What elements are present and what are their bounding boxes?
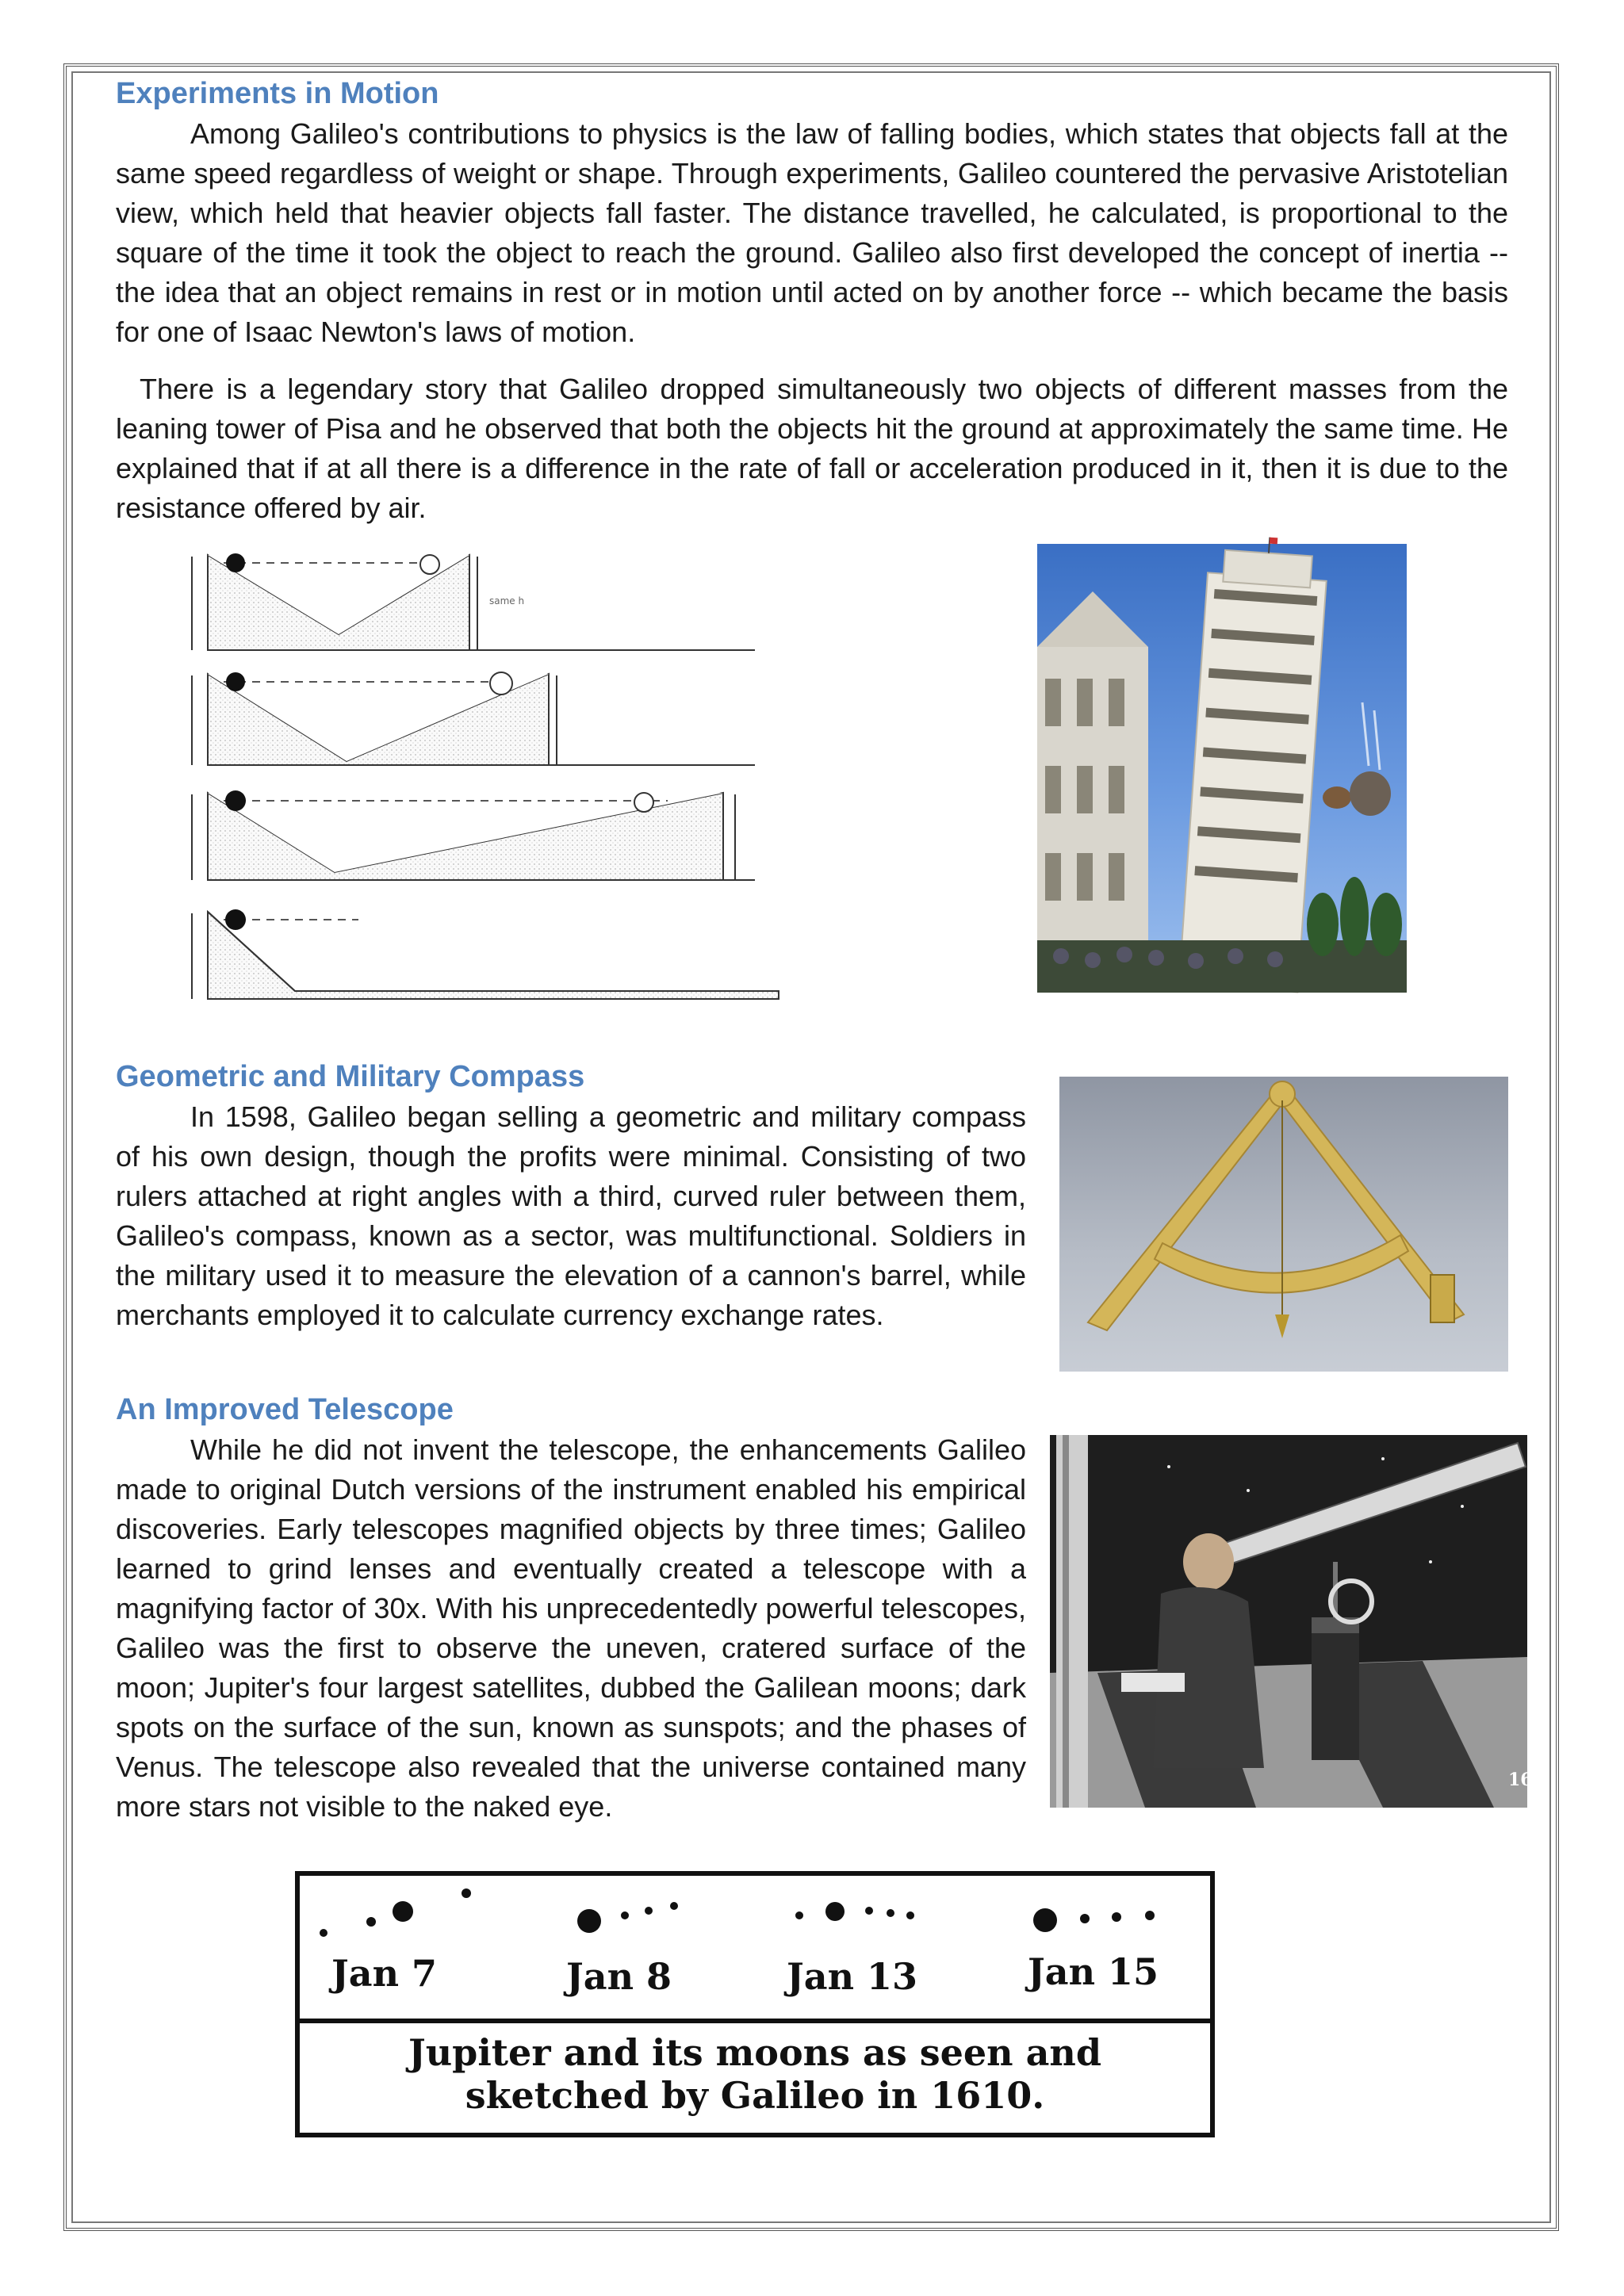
jupiter-caption-line-2: sketched by Galileo in 1610. [465, 2074, 1045, 2117]
motion-paragraph-1: Among Galileo's contributions to physics is the law of falling bodies, which states that objects fall at the same speed regardless of weight or shape. Through experiments, Galileo countered the pervasive Aristotelian view, which held that heavier objects fall faster. The distance travelled, he calculated, is proportional to the square of the time it took the object to reach the ground. Galileo also first developed the concept of inertia -- the idea that an object remains in rest or in motion until acted on by another force -- which became the basis for one of Isaac Newton's laws of motion. [116, 117, 1508, 348]
section-title-compass: Geometric and Military Compass [116, 1060, 585, 1093]
jupiter-dates-panel [300, 1876, 1210, 2023]
jupiter-date-4: Jan 15 [1028, 1950, 1159, 1993]
jupiter-moons-sketch [295, 1871, 1215, 2137]
military-compass-photo [1059, 1077, 1508, 1372]
jupiter-date-1: Jan 7 [331, 1952, 438, 1995]
compass-paragraph: In 1598, Galileo began selling a geometric and military compass of his own design, though the profits were minimal. Consisting of two rulers attached at right angles with a third, curved ruler between them, Galileo's compass, known as a sector, was multifunctional. Soldiers in the military used it to measure the elevation of a cannon's barrel, while merchants employed it to calculate currency exchange rates. [116, 1100, 1026, 1331]
jupiter-date-3: Jan 13 [787, 1955, 918, 1998]
telescope-paragraph: While he did not invent the telescope, the enhancements Galileo made to original Dutch versions of the instrument enabled his empirical discoveries. Early telescopes magnified objects by three times; Galileo learned to grind lenses and eventually created a telescope with a magnifying factor of 30x. With his unprecedentedly powerful telescopes, Galileo was the first to observe the uneven, cratered surface of the moon; Jupiter's four largest satellites, dubbed the Galilean moons; dark spots on the surface of the sun, known as sunspots; and the phases of Venus. The telescope also revealed that the universe contained many more stars not visible to the naked eye. [116, 1433, 1026, 1823]
section-title-motion: Experiments in Motion [116, 77, 439, 110]
section-title-telescope: An Improved Telescope [116, 1393, 454, 1426]
galileo-telescope-engraving [1050, 1435, 1533, 1808]
motion-paragraph-2: There is a legendary story that Galileo dropped simultaneously two objects of different masses from the leaning tower of Pisa and he observed that both the objects hit the ground at approximately the same time. He explained that if at all there is a difference in the rate of fall or acceleration produced in it, then it is due to the resistance offered by air. [116, 373, 1508, 524]
jupiter-caption-line-1: Jupiter and its moons as seen and [408, 2031, 1102, 2074]
same-h-label: same h [489, 595, 525, 607]
inclined-planes-diagram [176, 539, 795, 1012]
page-number: 16 [1508, 1770, 1533, 1790]
leaning-tower-photo [1037, 544, 1407, 993]
jupiter-date-2: Jan 8 [566, 1955, 672, 1998]
